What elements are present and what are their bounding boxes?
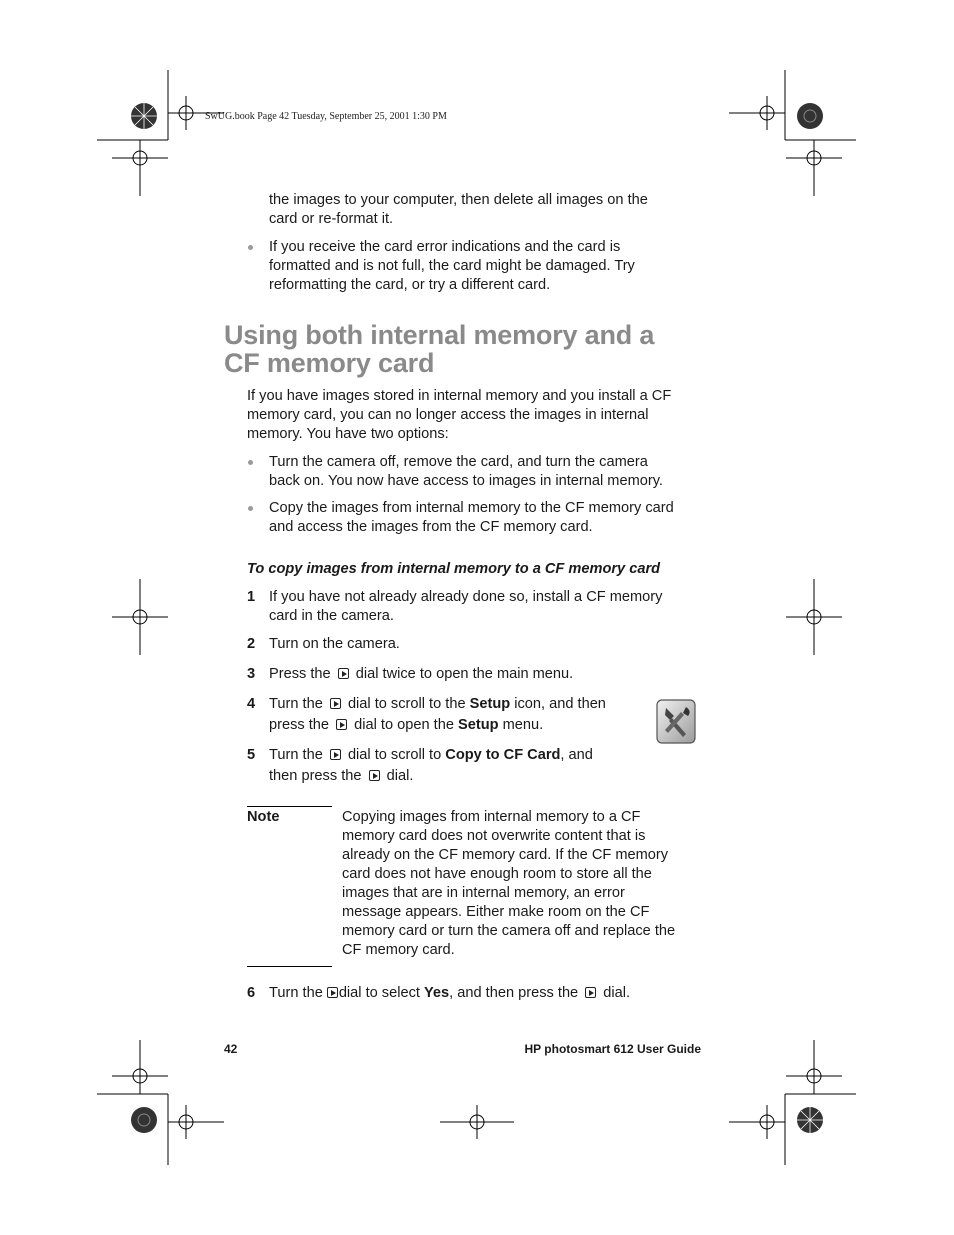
text-line: back on. You now have access to images in internal memory.	[269, 473, 663, 489]
text-line: reformatting the card, or try a different card.	[269, 277, 551, 293]
note-label: Note	[247, 809, 280, 825]
text: then press the	[269, 768, 362, 784]
option-item	[269, 453, 663, 491]
text-line: already on the CF memory card. If the CF memory	[342, 847, 669, 863]
text-line: the images to your computer, then delete all images on the	[269, 192, 648, 208]
yes-term: Yes	[424, 985, 450, 1001]
text: , and then press the	[449, 985, 579, 1001]
text-line: memory card or turn the camera off and replace the	[342, 923, 676, 939]
note-body	[342, 808, 675, 960]
text: dial to scroll to the	[347, 696, 466, 712]
page-number: 42	[224, 1042, 238, 1056]
step-number: 1	[247, 589, 256, 605]
play-dial-icon	[338, 668, 349, 679]
copy-to-cf-card-term: Copy to CF Card	[445, 747, 561, 763]
step-number: 3	[247, 666, 256, 682]
text-line: If you have images stored in internal memory and you install a CF	[247, 388, 672, 404]
print-slug: SwUG.book Page 42 Tuesday, September 25, 2001 1:30 PM	[205, 111, 447, 122]
heading-line: CF memory card	[224, 348, 435, 378]
step-6-text	[269, 983, 630, 1004]
text-line: CF memory card.	[342, 942, 455, 958]
text-line: memory card, you can no longer access the images in internal	[247, 407, 649, 423]
bullet-icon	[248, 506, 253, 511]
play-dial-icon	[585, 987, 596, 998]
heading-line: Using both internal memory and a	[224, 320, 655, 350]
step-5-text	[269, 745, 593, 787]
intro-continuation	[269, 191, 648, 229]
text: dial twice to open the main menu.	[355, 666, 574, 682]
play-dial-icon	[369, 770, 380, 781]
note-top-rule	[247, 806, 332, 807]
step-4-text	[269, 694, 606, 736]
text-line: Turn the camera off, remove the card, and turn the camera	[269, 454, 648, 470]
text-line: memory. You have two options:	[247, 426, 449, 442]
text-line: and access the images from the CF memory card.	[269, 519, 593, 535]
text-line: If you receive the card error indications and the card is	[269, 239, 621, 255]
step-2-text: Turn on the camera.	[269, 636, 400, 652]
text-line: card in the camera.	[269, 608, 394, 624]
step-3-text	[269, 664, 573, 685]
play-dial-icon	[330, 749, 341, 760]
text: dial to select	[338, 985, 420, 1001]
play-dial-icon	[336, 719, 347, 730]
footer-title: HP photosmart 612 User Guide	[524, 1042, 701, 1056]
play-dial-icon	[327, 987, 338, 998]
text: dial.	[603, 985, 631, 1001]
text-line: memory card does not overwrite content that is	[342, 828, 646, 844]
procedure-title: To copy images from internal memory to a CF memory card	[247, 561, 661, 577]
text: Turn the	[269, 696, 323, 712]
text: dial.	[386, 768, 414, 784]
text: icon, and then	[514, 696, 606, 712]
text: Turn the	[269, 747, 323, 763]
text-line: images that are in internal memory, an error	[342, 885, 625, 901]
bullet-icon	[248, 245, 253, 250]
text-line: If you have not already already done so, install a CF memory	[269, 589, 663, 605]
step-number: 5	[247, 747, 256, 763]
text-line: card or re-format it.	[269, 211, 394, 227]
setup-term: Setup	[469, 696, 511, 712]
option-item	[269, 499, 674, 537]
setup-wrench-icon	[656, 699, 696, 744]
text-line	[269, 715, 606, 736]
text-line: Copying images from internal memory to a CF	[342, 809, 641, 825]
section-paragraph	[247, 387, 671, 444]
note-bottom-rule	[247, 966, 332, 967]
step-number: 6	[247, 985, 256, 1001]
step-number: 2	[247, 636, 256, 652]
text-line	[269, 745, 593, 766]
text: Press the	[269, 666, 331, 682]
text-line: card does not have enough room to store all the	[342, 866, 652, 882]
text: press the	[269, 717, 330, 733]
bullet-item	[269, 238, 635, 295]
text-line	[269, 694, 606, 715]
step-number: 4	[247, 696, 256, 712]
bullet-icon	[248, 460, 253, 465]
play-dial-icon	[330, 698, 341, 709]
text: dial to open the	[354, 717, 454, 733]
text: dial to scroll to	[347, 747, 442, 763]
text-line	[269, 766, 593, 787]
text-line: Copy the images from internal memory to the CF memory card	[269, 500, 674, 516]
setup-term: Setup	[458, 717, 499, 733]
text-line: formatted and is not full, the card might be damaged. Try	[269, 258, 635, 274]
text: , and	[560, 747, 593, 763]
text-line: message appears. Either make room on the CF	[342, 904, 650, 920]
section-heading	[224, 321, 724, 377]
text: Turn the	[269, 985, 323, 1001]
step-1-text	[269, 588, 662, 626]
text: menu.	[502, 717, 544, 733]
